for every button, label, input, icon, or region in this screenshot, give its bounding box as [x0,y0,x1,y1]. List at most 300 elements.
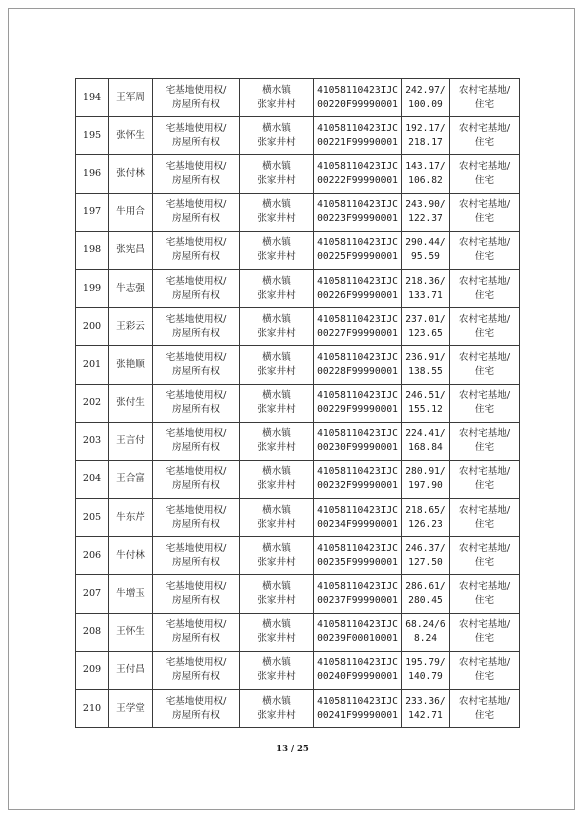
area-cell [402,231,450,269]
table-row [76,155,520,193]
table-row [76,308,520,346]
land-use-text: 农村宅基地/ [458,428,511,440]
land-use-text: 住宅 [474,671,495,683]
right-type-text: 宅基地使用权/ [165,275,227,287]
unit-code-cell [314,575,402,613]
unit-code-text: 41058110423IJC [317,581,398,593]
land-use-cell [450,499,520,537]
land-use-text: 住宅 [474,556,495,568]
location-text: 横水镇 [262,199,291,211]
table-row [76,651,520,689]
area-text: 126.23 [408,518,443,530]
unit-code-text: 41058110423IJC [317,695,398,707]
unit-code-cell [314,231,402,269]
row-number-cell [76,346,109,384]
area-cell [402,117,450,155]
location-text: 张家井村 [257,404,296,416]
right-type-text: 房屋所有权 [172,213,220,225]
area-cell [402,537,450,575]
area-text: 195.79/ [405,657,446,669]
location-text: 横水镇 [262,466,291,478]
land-use-text: 农村宅基地/ [458,542,511,554]
right-type-text: 房屋所有权 [172,442,220,454]
location-text: 横水镇 [262,581,291,593]
area-text: 197.90 [408,480,443,492]
row-number-cell [76,79,109,117]
area-text: 280.91/ [405,466,446,478]
unit-code-text: 00225F99990001 [317,251,398,263]
unit-code-text: 41058110423IJC [317,504,398,516]
land-use-text: 住宅 [474,633,495,645]
land-use-cell [450,575,520,613]
land-use-text: 农村宅基地/ [458,619,511,631]
right-type-text: 宅基地使用权/ [165,581,227,593]
area-cell [402,651,450,689]
table-row [76,346,520,384]
area-cell [402,346,450,384]
area-text: 242.97/ [405,84,446,96]
row-number-text: 198 [82,244,102,256]
row-number-cell [76,231,109,269]
row-number-text: 204 [82,473,102,485]
unit-code-text: 00235F99990001 [317,556,398,568]
land-use-cell [450,308,520,346]
land-use-text: 农村宅基地/ [458,351,511,363]
unit-code-text: 41058110423IJC [317,390,398,402]
table-row [76,460,520,498]
area-text: 155.12 [408,404,443,416]
table-row [76,575,520,613]
row-number-text: 200 [82,320,102,332]
unit-code-cell [314,460,402,498]
table-row [76,193,520,231]
right-type-text: 宅基地使用权/ [165,657,227,669]
row-number-text: 206 [82,549,102,561]
land-use-text: 农村宅基地/ [458,581,511,593]
unit-code-text: 00227F99990001 [317,327,398,339]
area-text: 142.71 [408,709,443,721]
area-cell [402,384,450,422]
unit-code-cell [314,651,402,689]
area-text: 127.50 [408,556,443,568]
location-text: 横水镇 [262,160,291,172]
location-cell [240,460,314,498]
row-number-text: 205 [82,511,102,523]
row-number-text: 194 [82,91,102,103]
unit-code-text: 41058110423IJC [317,160,398,172]
right-type-text: 房屋所有权 [172,289,220,301]
location-cell [240,613,314,651]
unit-code-text: 41058110423IJC [317,428,398,440]
row-number-cell [76,117,109,155]
location-text: 横水镇 [262,695,291,707]
location-text: 横水镇 [262,390,291,402]
owner-name-cell [109,499,153,537]
location-cell [240,193,314,231]
right-type-cell [153,575,240,613]
right-type-text: 房屋所有权 [172,98,220,110]
area-text: 236.91/ [405,351,446,363]
right-type-text: 房屋所有权 [172,404,220,416]
table-row [76,499,520,537]
land-use-text: 住宅 [474,289,495,301]
unit-code-text: 00220F99990001 [317,98,398,110]
unit-code-text: 00234F99990001 [317,518,398,530]
right-type-text: 宅基地使用权/ [165,160,227,172]
table-row [76,537,520,575]
location-cell [240,231,314,269]
location-text: 横水镇 [262,122,291,134]
table-body [76,79,520,728]
right-type-text: 房屋所有权 [172,709,220,721]
unit-code-text: 41058110423IJC [317,237,398,249]
unit-code-text: 00228F99990001 [317,365,398,377]
unit-code-text: 00241F99990001 [317,709,398,721]
right-type-text: 房屋所有权 [172,480,220,492]
land-use-text: 住宅 [474,327,495,339]
location-text: 横水镇 [262,237,291,249]
page-number: 13 / 25 [276,744,309,754]
area-cell [402,613,450,651]
row-number-text: 203 [82,435,102,447]
right-type-cell [153,193,240,231]
land-use-text: 住宅 [474,709,495,721]
owner-name-text: 王付昌 [116,664,145,676]
unit-code-text: 41058110423IJC [317,199,398,211]
owner-name-cell [109,193,153,231]
owner-name-cell [109,422,153,460]
location-cell [240,422,314,460]
owner-name-text: 王军周 [116,91,145,103]
owner-name-cell [109,651,153,689]
row-number-cell [76,155,109,193]
right-type-text: 房屋所有权 [172,595,220,607]
right-type-cell [153,613,240,651]
owner-name-cell [109,155,153,193]
land-use-cell [450,193,520,231]
right-type-text: 宅基地使用权/ [165,313,227,325]
location-text: 张家井村 [257,213,296,225]
owner-name-cell [109,575,153,613]
unit-code-cell [314,155,402,193]
unit-code-text: 41058110423IJC [317,351,398,363]
owner-name-cell [109,231,153,269]
right-type-text: 房屋所有权 [172,136,220,148]
area-text: 95.59 [411,251,440,263]
location-cell [240,537,314,575]
location-text: 张家井村 [257,289,296,301]
land-use-text: 住宅 [474,480,495,492]
unit-code-text: 00221F99990001 [317,136,398,148]
unit-code-cell [314,537,402,575]
area-text: 106.82 [408,174,443,186]
location-text: 横水镇 [262,351,291,363]
land-use-cell [450,117,520,155]
table-row [76,117,520,155]
area-text: 100.09 [408,98,443,110]
unit-code-cell [314,613,402,651]
owner-name-text: 张付林 [116,167,145,179]
unit-code-cell [314,690,402,728]
right-type-text: 宅基地使用权/ [165,695,227,707]
unit-code-cell [314,117,402,155]
land-use-cell [450,460,520,498]
area-cell [402,269,450,307]
unit-code-text: 41058110423IJC [317,275,398,287]
unit-code-text: 41058110423IJC [317,122,398,134]
unit-code-cell [314,346,402,384]
location-text: 横水镇 [262,619,291,631]
location-cell [240,308,314,346]
land-use-text: 农村宅基地/ [458,237,511,249]
row-number-cell [76,575,109,613]
area-text: 243.90/ [405,199,446,211]
right-type-cell [153,231,240,269]
unit-code-text: 00229F99990001 [317,404,398,416]
row-number-cell [76,269,109,307]
unit-code-text: 00222F99990001 [317,174,398,186]
right-type-text: 房屋所有权 [172,251,220,263]
location-cell [240,79,314,117]
land-use-text: 农村宅基地/ [458,313,511,325]
area-cell [402,155,450,193]
location-text: 张家井村 [257,595,296,607]
owner-name-cell [109,384,153,422]
land-use-text: 农村宅基地/ [458,160,511,172]
row-number-text: 210 [82,702,102,714]
owner-name-text: 牛付林 [116,549,145,561]
land-use-text: 住宅 [474,251,495,263]
land-use-text: 住宅 [474,136,495,148]
right-type-text: 宅基地使用权/ [165,619,227,631]
owner-name-cell [109,79,153,117]
location-text: 横水镇 [262,504,291,516]
table-row [76,690,520,728]
land-use-cell [450,79,520,117]
area-text: 8.24 [413,633,438,645]
row-number-cell [76,460,109,498]
row-number-cell [76,499,109,537]
land-use-text: 农村宅基地/ [458,122,511,134]
location-text: 张家井村 [257,633,296,645]
area-cell [402,193,450,231]
owner-name-cell [109,117,153,155]
row-number-cell [76,422,109,460]
right-type-cell [153,460,240,498]
row-number-text: 195 [82,129,102,141]
owner-name-cell [109,460,153,498]
owner-name-text: 王怀生 [116,626,145,638]
land-use-text: 住宅 [474,518,495,530]
unit-code-text: 41058110423IJC [317,657,398,669]
owner-name-text: 王合富 [116,473,145,485]
location-cell [240,384,314,422]
land-use-cell [450,613,520,651]
owner-name-text: 王言付 [116,435,145,447]
row-number-cell [76,384,109,422]
right-type-text: 宅基地使用权/ [165,122,227,134]
row-number-cell [76,690,109,728]
right-type-text: 宅基地使用权/ [165,351,227,363]
row-number-cell [76,537,109,575]
unit-code-text: 41058110423IJC [317,542,398,554]
land-use-cell [450,155,520,193]
row-number-cell [76,651,109,689]
right-type-text: 房屋所有权 [172,174,220,186]
right-type-text: 房屋所有权 [172,671,220,683]
unit-code-text: 41058110423IJC [317,84,398,96]
location-cell [240,155,314,193]
land-use-cell [450,346,520,384]
right-type-text: 宅基地使用权/ [165,237,227,249]
location-text: 横水镇 [262,657,291,669]
row-number-text: 208 [82,626,102,638]
owner-name-cell [109,308,153,346]
area-text: 143.17/ [405,160,446,172]
right-type-cell [153,155,240,193]
land-use-text: 住宅 [474,365,495,377]
location-text: 张家井村 [257,136,296,148]
right-type-cell [153,79,240,117]
unit-code-cell [314,193,402,231]
right-type-text: 宅基地使用权/ [165,504,227,516]
right-type-cell [153,422,240,460]
row-number-text: 201 [82,358,102,370]
land-use-text: 农村宅基地/ [458,657,511,669]
location-cell [240,117,314,155]
land-use-text: 农村宅基地/ [458,504,511,516]
owner-name-text: 张宪昌 [116,244,145,256]
right-type-cell [153,269,240,307]
area-text: 233.36/ [405,695,446,707]
row-number-text: 209 [82,664,102,676]
area-cell [402,460,450,498]
owner-name-text: 王学堂 [116,702,145,714]
area-cell [402,79,450,117]
owner-name-text: 王彩云 [116,320,145,332]
unit-code-text: 00237F99990001 [317,595,398,607]
location-text: 张家井村 [257,174,296,186]
location-text: 张家井村 [257,251,296,263]
area-text: 140.79 [408,671,443,683]
table-row [76,422,520,460]
owner-name-cell [109,613,153,651]
area-text: 246.51/ [405,390,446,402]
right-type-text: 房屋所有权 [172,556,220,568]
table-row [76,384,520,422]
area-text: 218.36/ [405,275,446,287]
unit-code-text: 00226F99990001 [317,289,398,301]
land-use-cell [450,651,520,689]
unit-code-text: 41058110423IJC [317,313,398,325]
area-text: 218.17 [408,136,443,148]
location-text: 横水镇 [262,428,291,440]
location-cell [240,499,314,537]
right-type-cell [153,117,240,155]
owner-name-text: 张艳顺 [116,358,145,370]
area-text: 133.71 [408,289,443,301]
table-row [76,231,520,269]
land-use-text: 农村宅基地/ [458,275,511,287]
unit-code-text: 41058110423IJC [317,466,398,478]
table-row [76,79,520,117]
location-text: 张家井村 [257,442,296,454]
row-number-cell [76,613,109,651]
row-number-text: 199 [82,282,102,294]
owner-name-cell [109,690,153,728]
area-cell [402,575,450,613]
owner-name-text: 牛用合 [116,206,145,218]
unit-code-text: 00230F99990001 [317,442,398,454]
row-number-cell [76,193,109,231]
unit-code-cell [314,269,402,307]
land-use-text: 住宅 [474,98,495,110]
right-type-cell [153,384,240,422]
location-text: 横水镇 [262,542,291,554]
unit-code-cell [314,308,402,346]
location-text: 横水镇 [262,313,291,325]
land-use-cell [450,231,520,269]
right-type-cell [153,499,240,537]
owner-name-cell [109,269,153,307]
land-use-text: 住宅 [474,595,495,607]
land-use-cell [450,269,520,307]
right-type-cell [153,690,240,728]
location-text: 张家井村 [257,709,296,721]
unit-code-text: 00240F99990001 [317,671,398,683]
land-use-text: 农村宅基地/ [458,390,511,402]
row-number-text: 196 [82,167,102,179]
right-type-cell [153,346,240,384]
row-number-text: 197 [82,206,102,218]
unit-code-cell [314,384,402,422]
location-text: 张家井村 [257,365,296,377]
area-text: 237.01/ [405,313,446,325]
owner-name-text: 牛东芹 [116,511,145,523]
unit-code-cell [314,422,402,460]
area-cell [402,308,450,346]
land-use-text: 住宅 [474,404,495,416]
right-type-text: 宅基地使用权/ [165,199,227,211]
right-type-text: 宅基地使用权/ [165,428,227,440]
land-use-cell [450,384,520,422]
property-register-table [75,78,520,728]
row-number-text: 202 [82,397,102,409]
area-text: 218.65/ [405,504,446,516]
area-text: 122.37 [408,213,443,225]
land-use-text: 住宅 [474,213,495,225]
table-row [76,613,520,651]
owner-name-text: 牛志强 [116,282,145,294]
area-text: 68.24/6 [405,619,446,631]
right-type-text: 宅基地使用权/ [165,466,227,478]
right-type-text: 宅基地使用权/ [165,542,227,554]
area-cell [402,422,450,460]
owner-name-cell [109,346,153,384]
right-type-text: 房屋所有权 [172,518,220,530]
area-text: 246.37/ [405,542,446,554]
location-cell [240,269,314,307]
location-cell [240,346,314,384]
right-type-text: 房屋所有权 [172,327,220,339]
land-use-cell [450,690,520,728]
location-text: 张家井村 [257,671,296,683]
area-text: 286.61/ [405,581,446,593]
unit-code-text: 41058110423IJC [317,619,398,631]
unit-code-cell [314,499,402,537]
unit-code-text: 00223F99990001 [317,213,398,225]
land-use-text: 农村宅基地/ [458,84,511,96]
